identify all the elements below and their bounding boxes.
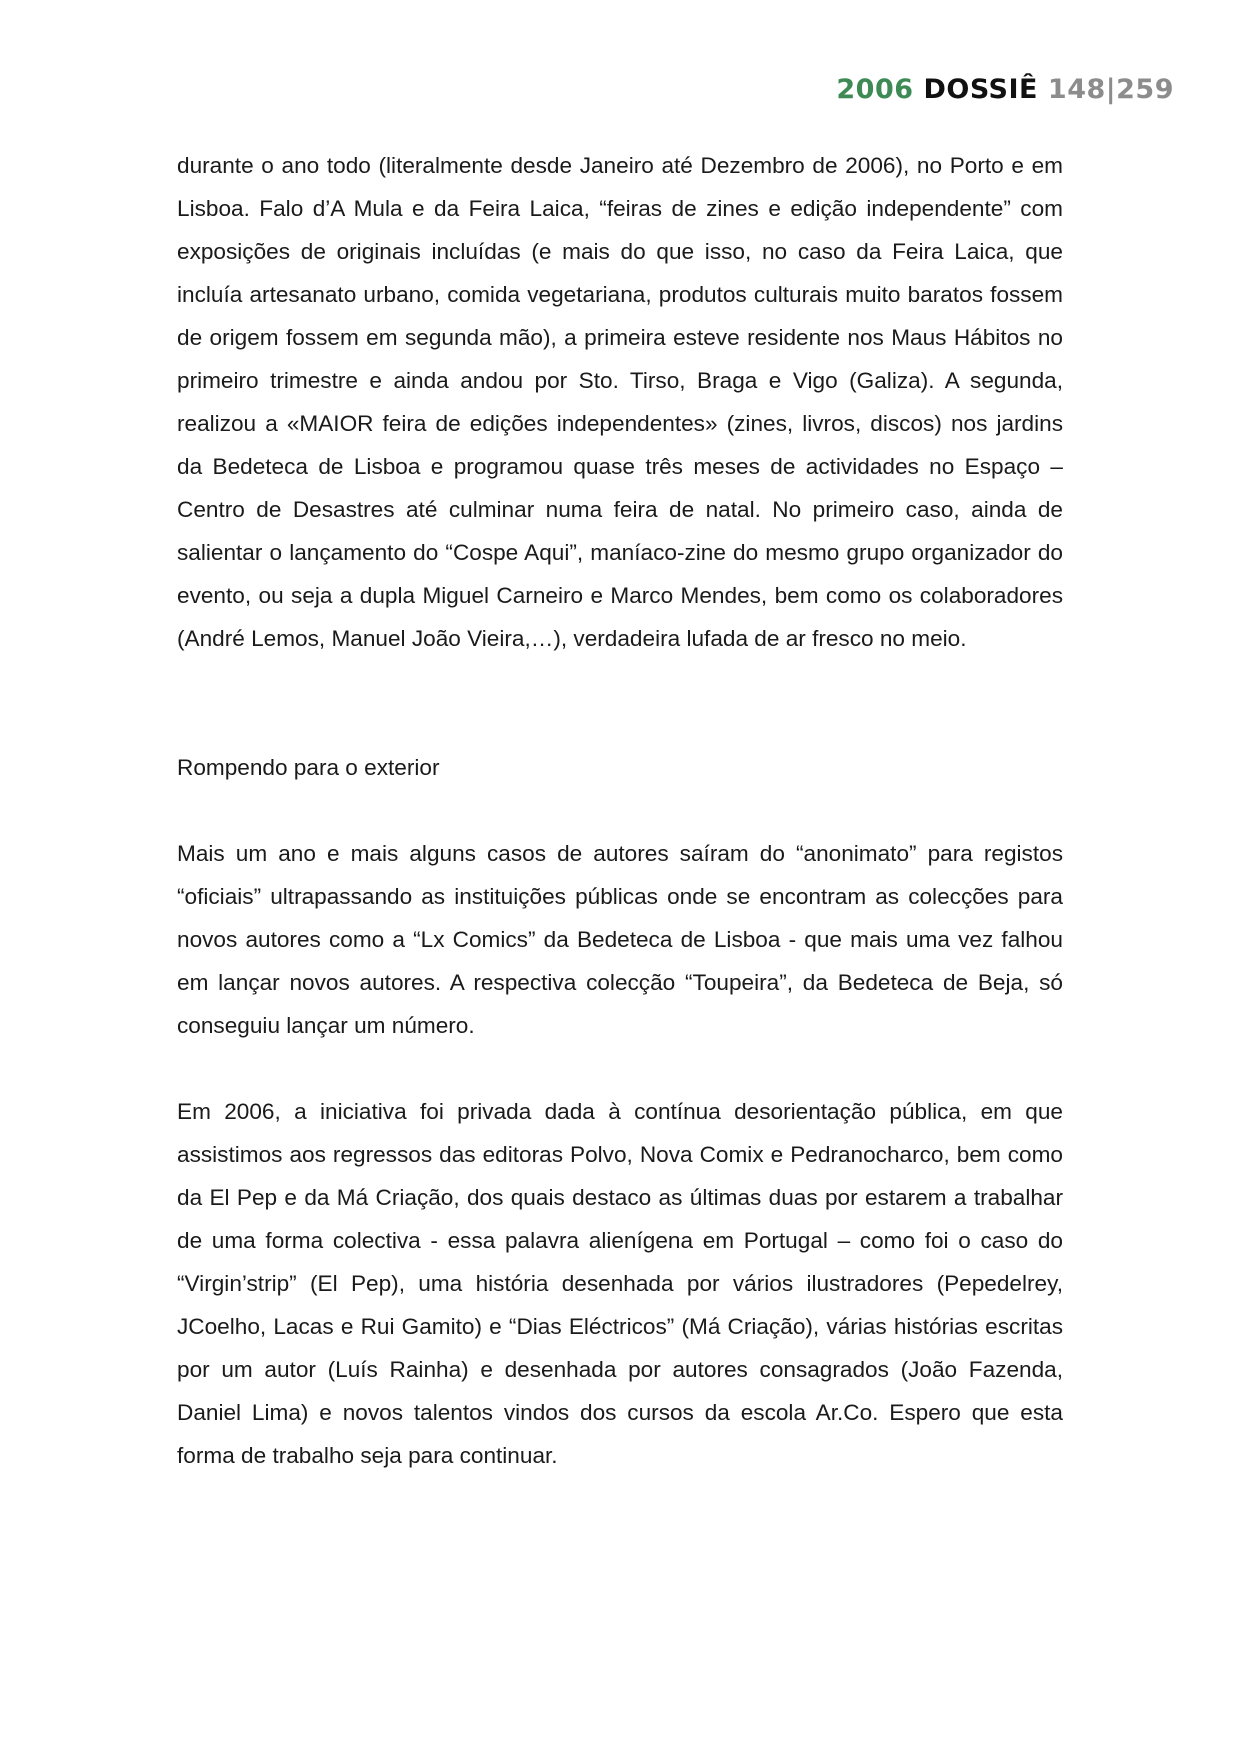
paragraph-2: Mais um ano e mais alguns casos de autores saíram do “anonimato” para registos “oficiais” ultrapassando as instituições públicas onde se encontram as colecções para novos autores como a “Lx Comics” da Bedeteca de Lisboa - que mais uma vez falhou em lançar novos autores. A respectiva colecção “Toupeira”, da Bedeteca de Beja, só conseguiu lançar um número. [177, 841, 1063, 1038]
page-header [836, 74, 1174, 105]
paragraph-3: Em 2006, a iniciativa foi privada dada à contínua desorientação pública, em que assistimos aos regressos das editoras Polvo, Nova Comix e Pedranocharco, bem como da El Pep e da Má Criação, dos quais destaco as últimas duas por estarem a trabalhar de uma forma colectiva - essa palavra alienígena em Portugal – como foi o caso do “Virgin’strip” (El Pep), uma história desenhada por vários ilustradores (Pepedelrey, JCoelho, Lacas e Rui Gamito) e “Dias Eléctricos” (Má Criação), várias histórias escritas por um autor (Luís Rainha) e desenhada por autores consagrados (João Fazenda, Daniel Lima) e novos talentos vindos dos cursos da escola Ar.Co. Espero que esta forma de trabalho seja para continuar. [177, 1099, 1063, 1468]
spacer [177, 1047, 1063, 1090]
header-title: DOSSIÊ [923, 74, 1038, 105]
spacer [177, 660, 1063, 746]
document-body [177, 144, 1063, 1477]
spacer [177, 789, 1063, 832]
page-number: 148|259 [1047, 74, 1174, 105]
paragraph-1: durante o ano todo (literalmente desde Janeiro até Dezembro de 2006), no Porto e em Lisboa. Falo d’A Mula e da Feira Laica, “feiras de zines e edição independente” com exposições de originais incluídas (e mais do que isso, no caso da Feira Laica, que incluía artesanato urbano, comida vegetariana, produtos culturais muito baratos fossem de origem fossem em segunda mão), a primeira esteve residente nos Maus Hábitos no primeiro trimestre e ainda andou por Sto. Tirso, Braga e Vigo (Galiza). A segunda, realizou a «MAIOR feira de edições independentes» (zines, livros, discos) nos jardins da Bedeteca de Lisboa e programou quase três meses de actividades no Espaço – Centro de Desastres até culminar numa feira de natal. No primeiro caso, ainda de salientar o lançamento do “Cospe Aqui”, maníaco-zine do mesmo grupo organizador do evento, ou seja a dupla Miguel Carneiro e Marco Mendes, bem como os colaboradores (André Lemos, Manuel João Vieira,…), verdadeira lufada de ar fresco no meio. [177, 153, 1063, 651]
header-year: 2006 [836, 74, 914, 105]
section-heading: Rompendo para o exterior [177, 755, 440, 780]
